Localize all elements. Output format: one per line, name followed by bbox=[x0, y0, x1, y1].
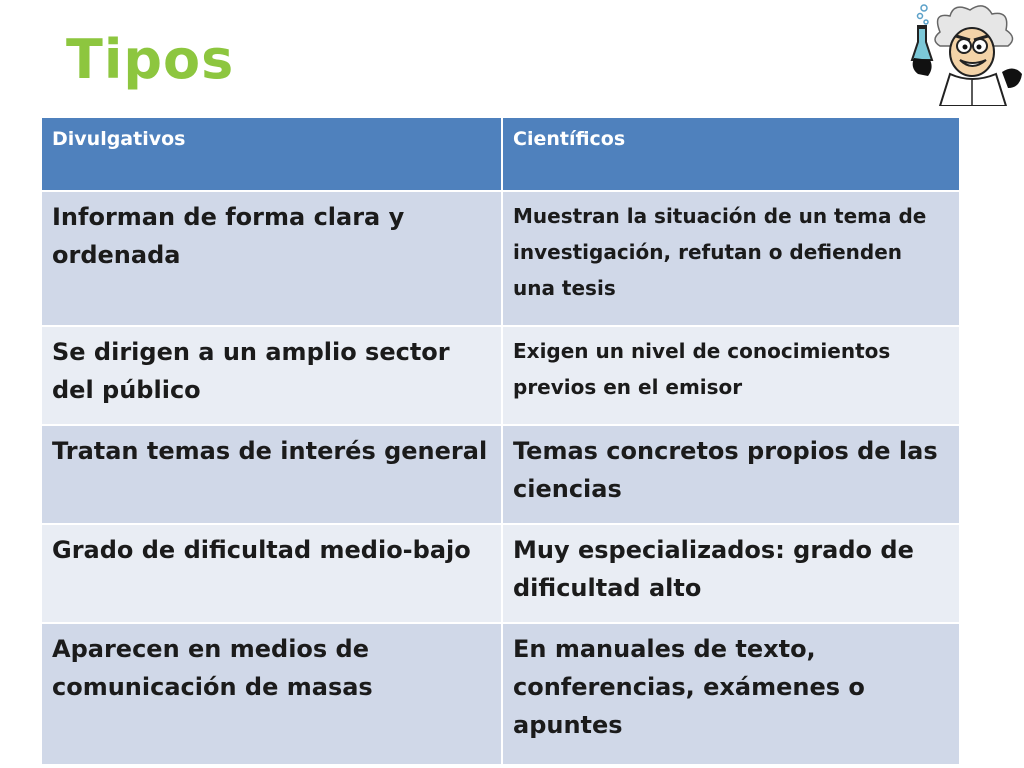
comparison-table bbox=[40, 116, 961, 766]
cell-divulgativos: Aparecen en medios de comunicación de masas bbox=[42, 624, 501, 764]
cell-cientificos: En manuales de texto, conferencias, exámenes o apuntes bbox=[503, 624, 959, 764]
cell-divulgativos: Grado de dificultad medio-bajo bbox=[42, 525, 501, 622]
cell-divulgativos: Tratan temas de interés general bbox=[42, 426, 501, 523]
table-row bbox=[42, 525, 959, 622]
header-cientificos: Científicos bbox=[503, 118, 959, 190]
cell-cientificos: Muestran la situación de un tema de investigación, refutan o defienden una tesis bbox=[503, 192, 959, 325]
table-row bbox=[42, 327, 959, 424]
cell-cientificos: Temas concretos propios de las ciencias bbox=[503, 426, 959, 523]
table-row bbox=[42, 192, 959, 325]
table-header-row bbox=[42, 118, 959, 190]
cell-cientificos: Muy especializados: grado de dificultad alto bbox=[503, 525, 959, 622]
cell-cientificos: Exigen un nivel de conocimientos previos en el emisor bbox=[503, 327, 959, 424]
cell-divulgativos: Se dirigen a un amplio sector del público bbox=[42, 327, 501, 424]
table-row bbox=[42, 624, 959, 764]
slide-title: Tipos bbox=[66, 28, 235, 91]
mad-scientist-icon bbox=[910, 2, 1024, 106]
header-divulgativos: Divulgativos bbox=[42, 118, 501, 190]
comparison-table-container bbox=[40, 116, 961, 766]
cell-divulgativos: Informan de forma clara y ordenada bbox=[42, 192, 501, 325]
table-row bbox=[42, 426, 959, 523]
